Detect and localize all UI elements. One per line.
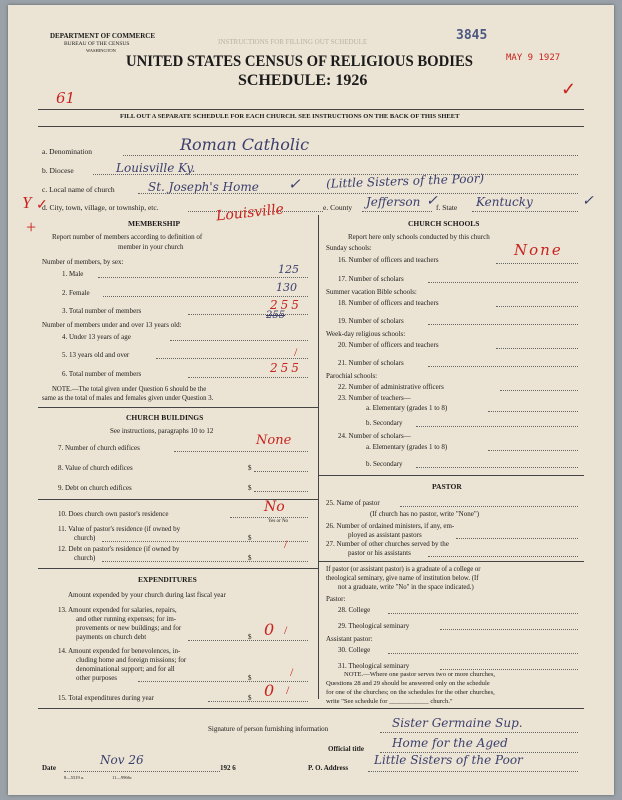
signature-value: Sister Germaine Sup.	[392, 716, 523, 730]
q12-label-2: church)	[74, 554, 96, 562]
q12-dollar: $	[248, 554, 252, 562]
form-title: UNITED STATES CENSUS OF RELIGIOUS BODIES	[126, 53, 473, 70]
bureau-label: BUREAU OF THE CENSUS	[64, 41, 130, 47]
schools-heading: CHURCH SCHOOLS	[408, 219, 480, 228]
denomination-label: a. Denomination	[42, 147, 92, 156]
q29-label: 29. Theological seminary	[338, 622, 410, 630]
rule	[362, 211, 432, 212]
rule	[440, 629, 578, 630]
parochial-schools: Parochial schools:	[326, 372, 378, 380]
official-title-label: Official title	[328, 745, 364, 753]
pastor-note-2: Questions 28 and 29 should be answered only on the schedule	[326, 680, 490, 687]
q15-dollar: $	[248, 694, 252, 702]
q31-label: 31. Theological seminary	[338, 662, 410, 670]
q3-label: 3. Total number of members	[62, 307, 142, 315]
q16-label: 16. Number of officers and teachers	[338, 256, 439, 264]
check-mark: ✓	[426, 193, 438, 209]
grad-note-3: not a graduate, write "No" in the space indicated.)	[338, 584, 474, 591]
q24a-label: a. Elementary (grades 1 to 8)	[366, 443, 448, 451]
q23b-label: b. Secondary	[366, 419, 403, 427]
q26-label-2: ployed as assistant pastors	[348, 531, 422, 539]
rule	[98, 277, 308, 278]
rule	[318, 561, 584, 562]
q21-label: 21. Number of scholars	[338, 359, 404, 367]
state-value: Kentucky	[476, 195, 533, 209]
rule	[488, 450, 578, 451]
rule	[174, 451, 308, 452]
rule	[496, 306, 578, 307]
rule	[456, 538, 578, 539]
q7-label: 7. Number of church edifices	[58, 444, 140, 452]
q9-dollar: $	[248, 484, 252, 492]
q11-dollar: $	[248, 534, 252, 542]
buildings-heading: CHURCH BUILDINGS	[126, 413, 204, 422]
signature-label: Signature of person furnishing information	[208, 725, 329, 733]
q5-label: 5. 13 years old and over	[62, 351, 130, 359]
red-tick: /	[290, 665, 294, 679]
rule	[103, 296, 308, 297]
q27-label-2: pastor or his assistants	[348, 549, 411, 557]
q6-label: 6. Total number of members	[62, 370, 142, 378]
grad-note-2: theological seminary, give name of institution below. (If	[326, 575, 479, 582]
q25-label: 25. Name of pastor	[326, 499, 380, 507]
column-divider	[318, 215, 319, 699]
assistant-sublabel: Assistant pastor:	[326, 635, 373, 643]
membership-intro-1: Report number of members according to definition of	[52, 233, 203, 241]
q28-label: 28. College	[338, 606, 371, 614]
pastor-heading: PASTOR	[432, 482, 462, 491]
diocese-value: Louisville Ky.	[116, 161, 196, 175]
q14-dollar: $	[248, 674, 252, 682]
church-name-value: St. Joseph's Home	[148, 180, 259, 194]
rule	[138, 681, 308, 682]
membership-heading: MEMBERSHIP	[128, 219, 181, 228]
rule	[38, 407, 318, 408]
margin-cross: +	[26, 217, 37, 237]
q16-value: None	[514, 241, 563, 259]
form-number: 8—5319 a.	[64, 775, 84, 780]
rule	[123, 155, 578, 156]
rule	[380, 732, 578, 733]
denomination-value: Roman Catholic	[180, 135, 310, 154]
church-name-note: (Little Sisters of the Poor)	[325, 171, 485, 191]
q10-value: No	[264, 499, 285, 515]
q8-label: 8. Value of church edifices	[58, 464, 133, 472]
q14-label-2: cluding home and foreign missions; for	[76, 656, 187, 664]
rule	[440, 669, 578, 670]
date-year: 192 6	[220, 764, 236, 772]
pastor-sublabel: Pastor:	[326, 595, 346, 603]
q23-label: 23. Number of teachers—	[338, 394, 411, 402]
rule	[188, 314, 308, 315]
rule	[368, 771, 578, 772]
expenditures-intro: Amount expended by your church during last fiscal year	[68, 591, 226, 599]
rule	[254, 471, 308, 472]
red-tick: /	[284, 623, 288, 637]
schools-intro: Report here only schools conducted by this church	[348, 233, 490, 241]
q27-label-1: 27. Number of other churches served by the	[326, 540, 449, 548]
q14-label-1: 14. Amount expended for benevolences, in-	[58, 647, 181, 655]
rule	[102, 541, 308, 542]
rule	[156, 358, 308, 359]
rule	[428, 556, 578, 557]
date-value: Nov 26	[100, 753, 144, 767]
q23a-label: a. Elementary (grades 1 to 8)	[366, 404, 448, 412]
rule	[188, 640, 308, 641]
q11-label-2: church)	[74, 534, 96, 542]
rule	[488, 411, 578, 412]
date-label: Date	[42, 764, 56, 772]
q24-label: 24. Number of scholars—	[338, 432, 411, 440]
q22-label: 22. Number of administrative officers	[338, 383, 444, 391]
margin-check: ✓	[36, 198, 48, 213]
members-by-sex: Number of members, by sex:	[42, 258, 124, 266]
instruction-line: FILL OUT A SEPARATE SCHEDULE FOR EACH CHURCH. SEE INSTRUCTIONS ON THE BACK OF THIS SHEET	[120, 113, 460, 120]
q13-label-1: 13. Amount expended for salaries, repairs,	[58, 606, 177, 614]
q2-label: 2. Female	[62, 289, 90, 297]
buildings-sub: See instructions, paragraphs 10 to 12	[110, 427, 214, 435]
rule	[254, 491, 308, 492]
q6-value: 255	[270, 361, 302, 375]
city-label: d. City, town, village, or township, etc.	[42, 203, 159, 212]
q30-label: 30. College	[338, 646, 371, 654]
yes-no-hint: Yes or No	[268, 519, 289, 524]
date-stamp: MAY 9 1927	[506, 53, 561, 63]
rule	[496, 263, 578, 264]
membership-intro-2: member in your church	[118, 243, 184, 251]
q17-label: 17. Number of scholars	[338, 275, 404, 283]
city-value: Louisville	[215, 201, 285, 225]
red-tick: /	[284, 537, 288, 551]
department-label: DEPARTMENT OF COMMERCE	[50, 32, 156, 40]
state-label: f. State	[436, 203, 458, 212]
q14-label-4: other purposes	[76, 674, 118, 682]
q14-label-3: denominational support; and for all	[76, 665, 175, 673]
q7-value: None	[256, 433, 292, 448]
q25-note: (If church has no pastor, write "None")	[370, 510, 480, 518]
rule	[170, 340, 308, 341]
rule	[388, 613, 578, 614]
rule	[188, 377, 308, 378]
margin-mark-y: Y	[22, 193, 32, 212]
q18-label: 18. Number of officers and teachers	[338, 299, 439, 307]
red-tick: /	[286, 683, 290, 697]
red-tick: /	[294, 345, 298, 359]
census-schedule-sheet	[8, 5, 614, 795]
po-address-value: Little Sisters of the Poor	[374, 753, 523, 767]
q26-label-1: 26. Number of ordained ministers, if any, em-	[326, 522, 455, 530]
q13-label-4: payments on church debt	[76, 633, 147, 641]
q13-value: 0	[264, 620, 275, 639]
rule	[416, 426, 578, 427]
q11-label-1: 11. Value of pastor's residence (if owned by	[58, 525, 181, 533]
rule	[38, 708, 584, 709]
q12-label-1: 12. Debt on pastor's residence (if owned by	[58, 545, 180, 553]
rule	[38, 109, 584, 110]
rule	[318, 475, 584, 476]
q1-label: 1. Male	[62, 270, 84, 278]
official-title-value: Home for the Aged	[392, 736, 508, 750]
check-mark-top: ✓	[561, 79, 577, 99]
check-mark: ✓	[288, 175, 301, 193]
q15-label: 15. Total expenditures during year	[58, 694, 154, 702]
expenditures-heading: EXPENDITURES	[138, 575, 197, 584]
rule	[208, 701, 308, 702]
rule	[230, 517, 308, 518]
rule	[496, 348, 578, 349]
church-name-label: c. Local name of church	[42, 185, 115, 194]
county-value: Jefferson	[366, 195, 421, 209]
grad-note-1: If pastor (or assistant pastor) is a graduate of a college or	[326, 566, 481, 573]
po-address-label: P. O. Address	[308, 764, 349, 772]
q20-label: 20. Number of officers and teachers	[338, 341, 439, 349]
over13-value: 255	[266, 310, 286, 321]
q13-label-2: and other running expenses; for im-	[76, 615, 177, 623]
sunday-schools: Sunday schools:	[326, 244, 372, 252]
membership-note-1: NOTE.—The total given under Question 6 should be the	[52, 386, 207, 393]
weekday-schools: Week-day religious schools:	[326, 330, 406, 338]
rule	[428, 282, 578, 283]
check-mark: ✓	[582, 193, 594, 209]
margin-number: 61	[56, 89, 76, 107]
serial-number: 3845	[456, 28, 488, 43]
rule	[38, 568, 318, 569]
pastor-note-4: write "See schedule for ____________ church."	[326, 698, 453, 705]
form-number-2: 11—9966c	[112, 775, 132, 780]
rule	[400, 506, 578, 507]
membership-note-2: same as the total of males and females given under Question 3.	[42, 395, 214, 402]
rule	[38, 126, 584, 127]
q3-value: 255	[270, 298, 302, 312]
q13-dollar: $	[248, 633, 252, 641]
q1-value: 125	[278, 263, 299, 276]
rule	[472, 211, 578, 212]
rule	[428, 366, 578, 367]
city-label: WASHINGTON	[86, 48, 116, 53]
county-label: e. County	[323, 203, 353, 212]
q9-label: 9. Debt on church edifices	[58, 484, 132, 492]
q24b-label: b. Secondary	[366, 460, 403, 468]
over13-label: Number of members under and over 13 years old:	[42, 321, 182, 329]
rule	[428, 324, 578, 325]
q19-label: 19. Number of scholars	[338, 317, 404, 325]
q10-label: 10. Does church own pastor's residence	[58, 510, 169, 518]
q15-value: 0	[264, 681, 275, 700]
pastor-note-3: for one of the churches; on the schedules for the other churches,	[326, 689, 495, 696]
summer-schools: Summer vacation Bible schools:	[326, 288, 417, 296]
q13-label-3: provements or new buildings; and for	[76, 624, 182, 632]
rule	[102, 561, 308, 562]
pastor-note-1: NOTE.—Where one pastor serves two or more churches,	[344, 671, 496, 678]
q8-dollar: $	[248, 464, 252, 472]
schedule-title: SCHEDULE: 1926	[238, 72, 368, 89]
rule	[64, 771, 220, 772]
rule	[500, 390, 578, 391]
ghost-heading: INSTRUCTIONS FOR FILLING OUT SCHEDULE	[218, 38, 368, 46]
diocese-label: b. Diocese	[42, 166, 74, 175]
rule	[388, 653, 578, 654]
q2-value: 130	[276, 281, 297, 294]
rule	[416, 467, 578, 468]
q4-label: 4. Under 13 years of age	[62, 333, 131, 341]
